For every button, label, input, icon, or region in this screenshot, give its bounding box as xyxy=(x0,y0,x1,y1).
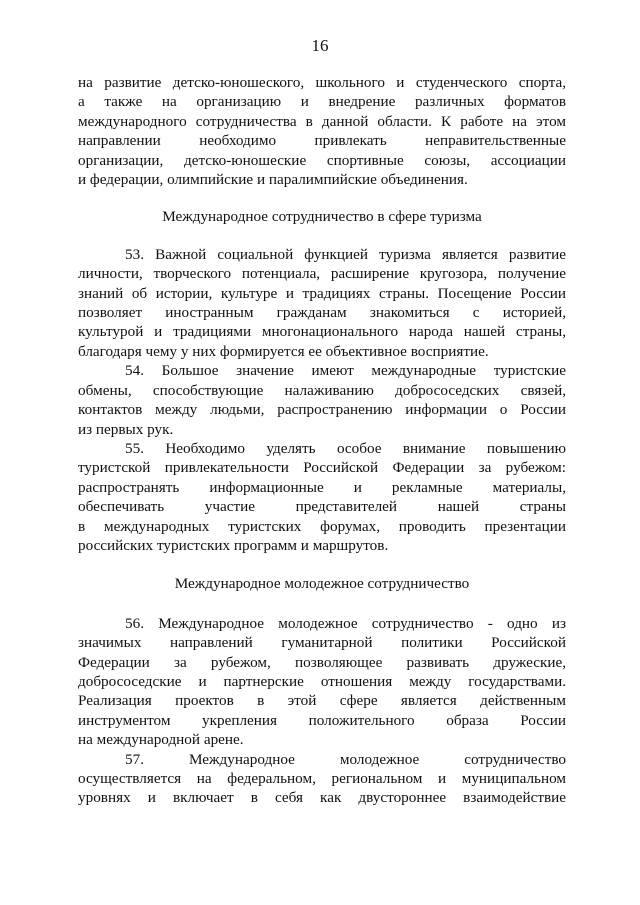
paragraph-line: 57. Международное молодежное сотрудничество xyxy=(125,750,566,768)
intro-line: организации, детско-юношеские спортивные союзы, ассоциации xyxy=(78,151,566,169)
paragraph-line: знаний об истории, культуре и традициях страны. Посещение России xyxy=(78,284,566,302)
paragraph-line: российских туристских программ и маршрутов. xyxy=(78,536,389,554)
paragraph-line: обмены, способствующие налаживанию добрососедских связей, xyxy=(78,381,566,399)
paragraph-line: уровнях и включает в себя как двустороннее взаимодействие xyxy=(78,789,566,807)
section-heading-youth: Международное молодежное сотрудничество xyxy=(174,575,470,593)
intro-line: на развитие детско-юношеского, школьного и студенческого спорта, xyxy=(78,74,566,91)
intro-line: и федерации, олимпийские и паралимпийские объединения. xyxy=(78,171,468,189)
paragraph-line: туристской привлекательности Российской Федерации за рубежом: xyxy=(78,459,566,477)
paragraph-line: в международных туристских форумах, проводить презентации xyxy=(78,517,566,535)
intro-line: международного сотрудничества в данной области. К работе на этом xyxy=(78,112,566,130)
paragraph-line: обеспечивать участие представителей нашей страны xyxy=(78,498,566,516)
intro-line: направлении необходимо привлекать неправительственные xyxy=(78,132,566,150)
page-number: 16 xyxy=(311,36,329,55)
paragraph-line: позволяет иностранным гражданам знакомиться с историей, xyxy=(78,304,566,322)
paragraph-line: Федерации за рубежом, позволяющее развивать дружеские, xyxy=(78,653,566,671)
paragraph-line: распространять информационные и рекламные материалы, xyxy=(78,478,566,496)
paragraph-line: осуществляется на федеральном, региональном и муниципальном xyxy=(78,770,566,787)
paragraph-53 xyxy=(78,245,566,361)
section-heading-tourism: Международное сотрудничество в сфере туризма xyxy=(162,208,482,226)
paragraph-line: на международной арене. xyxy=(78,731,244,749)
paragraph-54 xyxy=(78,361,566,439)
paragraph-line: Реализация проектов в этой сфере является действенным xyxy=(78,692,566,710)
paragraph-57 xyxy=(78,750,566,808)
paragraph-line: культурой и традициями многонационального народа нашей страны, xyxy=(78,323,566,341)
paragraph-line: добрососедские и партнерские отношения между государствами. xyxy=(78,672,566,690)
paragraph-line: 53. Важной социальной функцией туризма является развитие xyxy=(125,245,566,263)
document-body xyxy=(78,73,566,808)
paragraph-line: личности, творческого потенциала, расширение кругозора, получение xyxy=(78,265,566,283)
intro-line: а также на организацию и внедрение различных форматов xyxy=(78,93,566,111)
paragraph-line: 55. Необходимо уделять особое внимание повышению xyxy=(125,439,566,457)
paragraph-line: 56. Международное молодежное сотрудничество - одно из xyxy=(125,614,566,632)
paragraph-line: инструментом укрепления положительного образа России xyxy=(78,711,566,729)
paragraph-line: 54. Большое значение имеют международные туристские xyxy=(125,362,566,380)
paragraph-55 xyxy=(78,439,566,555)
paragraph-line: значимых направлений гуманитарной политики Российской xyxy=(78,634,566,652)
paragraph-line: контактов между людьми, распространению информации о России xyxy=(78,401,566,419)
intro-paragraph xyxy=(78,73,566,189)
paragraph-line: из первых рук. xyxy=(78,420,174,438)
paragraph-56 xyxy=(78,614,566,750)
paragraph-line: благодаря чему у них формируется ее объективное восприятие. xyxy=(78,342,489,360)
